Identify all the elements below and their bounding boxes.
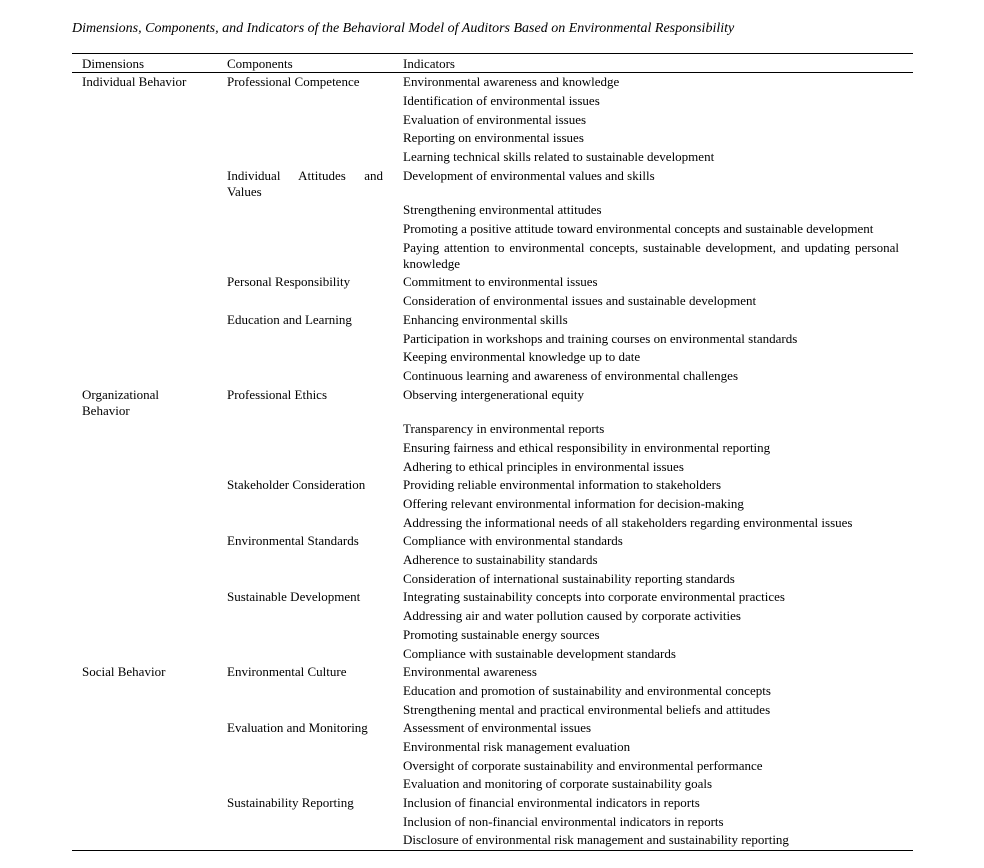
dimension-cell (72, 457, 217, 476)
header-row (72, 54, 913, 73)
dimension-cell (72, 756, 217, 775)
indicator-cell: Paying attention to environmental concepts, sustainable development, and updating personal knowledge (403, 239, 899, 271)
component-cell: Environmental Culture (227, 664, 347, 680)
component-cell (217, 682, 393, 701)
table-row (72, 292, 913, 311)
component-cell (217, 420, 393, 439)
component-cell (217, 292, 393, 311)
indicator-cell: Consideration of environmental issues and sustainable development (403, 293, 757, 309)
dimension-cell (72, 439, 217, 458)
table-row (72, 532, 913, 551)
component-cell (217, 239, 393, 274)
component-cell (217, 495, 393, 514)
dimension-cell (72, 329, 217, 348)
table-row (72, 385, 913, 420)
table-row (72, 367, 913, 386)
dimension-cell (72, 166, 217, 201)
table-row (72, 348, 913, 367)
table-row (72, 439, 913, 458)
dimension-cell (72, 812, 217, 831)
table-row (72, 329, 913, 348)
component-cell: Sustainable Development (227, 589, 361, 605)
header-dimensions: Dimensions (72, 54, 217, 73)
table-row (72, 738, 913, 757)
dimension-cell (72, 588, 217, 607)
dimension-cell (72, 570, 217, 589)
table-title: Dimensions, Components, and Indicators of the Behavioral Model of Auditors Based on Environmental Responsibility (72, 21, 735, 36)
component-cell: Environmental Standards (227, 533, 359, 549)
table-row (72, 700, 913, 719)
indicator-cell: Ensuring fairness and ethical responsibility in environmental reporting (403, 439, 771, 455)
table-row (72, 495, 913, 514)
indicator-cell: Learning technical skills related to sustainable development (403, 149, 715, 165)
component-cell: Personal Responsibility (227, 274, 351, 290)
dimension-cell (72, 220, 217, 239)
component-cell (217, 700, 393, 719)
component-cell (217, 110, 393, 129)
dimension-cell (72, 551, 217, 570)
dimension-cell (72, 644, 217, 663)
component-cell (217, 329, 393, 348)
component-cell (217, 129, 393, 148)
table-row (72, 220, 913, 239)
indicator-cell: Keeping environmental knowledge up to date (403, 349, 641, 365)
indicator-cell: Evaluation and monitoring of corporate sustainability goals (403, 776, 713, 792)
dimension-cell (72, 682, 217, 701)
table-row (72, 682, 913, 701)
component-cell: Professional Competence (227, 74, 360, 90)
table-row (72, 420, 913, 439)
component-cell (217, 644, 393, 663)
dimension-cell (72, 273, 217, 292)
dimension-cell: Social Behavior (82, 664, 166, 680)
indicator-cell: Development of environmental values and skills (403, 167, 655, 183)
indicator-cell: Promoting sustainable energy sources (403, 626, 600, 642)
dimension-cell (72, 420, 217, 439)
indicators-table (72, 53, 913, 851)
indicator-cell: Adherence to sustainability standards (403, 552, 598, 568)
component-cell: Evaluation and Monitoring (227, 720, 368, 736)
table-row (72, 513, 913, 532)
indicator-cell: Reporting on environmental issues (403, 130, 584, 146)
dimension-cell (72, 348, 217, 367)
indicator-cell: Oversight of corporate sustainability and environmental performance (403, 757, 763, 773)
table-row (72, 73, 913, 92)
indicator-cell: Assessment of environmental issues (403, 720, 592, 736)
indicator-cell: Environmental awareness (403, 664, 537, 680)
component-cell (217, 738, 393, 757)
table-row (72, 588, 913, 607)
indicator-cell: Inclusion of non-financial environmental indicators in reports (403, 813, 724, 829)
table-row (72, 756, 913, 775)
indicator-cell: Evaluation of environmental issues (403, 111, 587, 127)
component-cell (217, 439, 393, 458)
component-cell: Sustainability Reporting (227, 795, 354, 811)
indicator-cell: Identification of environmental issues (403, 92, 600, 108)
component-cell (217, 812, 393, 831)
dimension-cell (72, 495, 217, 514)
table-row (72, 129, 913, 148)
component-cell (217, 457, 393, 476)
dimension-cell (72, 626, 217, 645)
indicator-cell: Participation in workshops and training courses on environmental standards (403, 330, 798, 346)
table-row (72, 775, 913, 794)
component-cell (217, 201, 393, 220)
indicator-cell: Compliance with environmental standards (403, 533, 623, 549)
component-cell (217, 367, 393, 386)
dimension-cell (72, 311, 217, 330)
component-cell: Stakeholder Consideration (227, 477, 366, 493)
dimension-cell (72, 110, 217, 129)
indicator-cell: Transparency in environmental reports (403, 421, 605, 437)
dimension-cell (72, 92, 217, 111)
indicator-cell: Environmental awareness and knowledge (403, 74, 620, 90)
component-cell: Individual Attitudes and Values (227, 167, 383, 199)
dimension-cell (72, 700, 217, 719)
indicator-cell: Addressing air and water pollution caused by corporate activities (403, 608, 741, 624)
component-cell (217, 607, 393, 626)
dimension-cell (72, 292, 217, 311)
header-indicators: Indicators (393, 54, 913, 73)
component-cell: Education and Learning (227, 311, 352, 327)
dimension-cell (72, 129, 217, 148)
component-cell (217, 626, 393, 645)
indicator-cell: Offering relevant environmental information for decision-making (403, 496, 744, 512)
indicator-cell: Consideration of international sustainability reporting standards (403, 570, 735, 586)
indicator-cell: Compliance with sustainable development standards (403, 645, 676, 661)
table-row (72, 457, 913, 476)
table-body (72, 73, 913, 851)
indicator-cell: Disclosure of environmental risk management and sustainability reporting (403, 832, 789, 848)
component-cell (217, 551, 393, 570)
table-row (72, 92, 913, 111)
indicator-cell: Enhancing environmental skills (403, 311, 568, 327)
table-row (72, 719, 913, 738)
table-row (72, 794, 913, 813)
indicator-cell: Integrating sustainability concepts into corporate environmental practices (403, 589, 785, 605)
indicator-cell: Inclusion of financial environmental indicators in reports (403, 795, 700, 811)
dimension-cell (72, 775, 217, 794)
indicator-cell: Providing reliable environmental information to stakeholders (403, 477, 722, 493)
table-row (72, 812, 913, 831)
indicator-cell: Promoting a positive attitude toward environmental concepts and sustainable development (403, 221, 874, 237)
indicator-cell: Observing intergenerational equity (403, 386, 584, 402)
dimension-cell (72, 201, 217, 220)
component-cell (217, 220, 393, 239)
dimension-cell (72, 148, 217, 167)
table-row (72, 476, 913, 495)
table-row (72, 626, 913, 645)
table-row (72, 201, 913, 220)
dimension-cell (72, 738, 217, 757)
component-cell (217, 570, 393, 589)
indicator-cell: Continuous learning and awareness of environmental challenges (403, 367, 739, 383)
component-cell (217, 92, 393, 111)
table-row (72, 273, 913, 292)
indicator-cell: Education and promotion of sustainability and environmental concepts (403, 682, 771, 698)
table-row (72, 148, 913, 167)
table-row (72, 110, 913, 129)
dimension-cell (72, 831, 217, 850)
component-cell (217, 513, 393, 532)
table-row (72, 239, 913, 274)
table-row (72, 663, 913, 682)
component-cell (217, 348, 393, 367)
dimension-cell (72, 719, 217, 738)
dimension-cell (72, 239, 217, 274)
header-components: Components (217, 54, 393, 73)
table-row (72, 311, 913, 330)
table-row (72, 831, 913, 850)
dimension-cell: Organizational Behavior (82, 386, 160, 418)
indicator-cell: Strengthening mental and practical environmental beliefs and attitudes (403, 701, 771, 717)
dimension-cell (72, 513, 217, 532)
component-cell (217, 775, 393, 794)
dimension-cell (72, 532, 217, 551)
indicator-cell: Commitment to environmental issues (403, 274, 598, 290)
component-cell: Professional Ethics (227, 386, 328, 402)
table-row (72, 551, 913, 570)
indicator-cell: Adhering to ethical principles in environmental issues (403, 458, 684, 474)
indicator-cell: Addressing the informational needs of all stakeholders regarding environmental issues (403, 514, 853, 530)
component-cell (217, 831, 393, 850)
dimension-cell: Individual Behavior (82, 74, 187, 90)
dimension-cell (72, 367, 217, 386)
table-row (72, 644, 913, 663)
dimension-cell (72, 607, 217, 626)
table-row (72, 166, 913, 201)
dimension-cell (72, 794, 217, 813)
table-row (72, 607, 913, 626)
table-row (72, 570, 913, 589)
component-cell (217, 148, 393, 167)
indicator-cell: Strengthening environmental attitudes (403, 202, 602, 218)
dimension-cell (72, 476, 217, 495)
indicator-cell: Environmental risk management evaluation (403, 738, 631, 754)
component-cell (217, 756, 393, 775)
